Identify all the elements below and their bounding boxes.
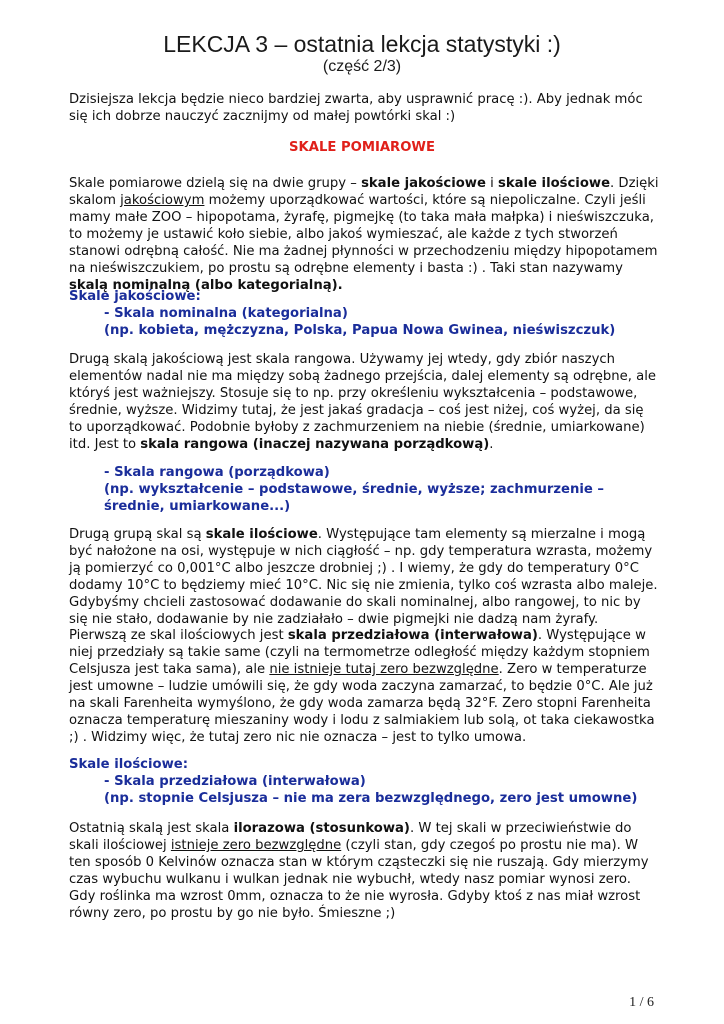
paragraph-5 <box>69 820 659 922</box>
page-title: LEKCJA 3 – ostatnia lekcja statystyki :) <box>163 31 561 57</box>
p1-bold-quantitative: skale ilościowe <box>497 176 611 191</box>
p5-underlined: istnieje zero bezwzględne <box>170 838 342 853</box>
section-heading: SKALE POMIAROWE <box>289 140 435 155</box>
page-number: 1 / 6 <box>629 995 654 1010</box>
quantitative-item-interval: - Skala przedziałowa (interwałowa) <box>104 774 366 789</box>
paragraph-1 <box>69 175 659 294</box>
p1-text-e: możemy uporządkować wartości, które są niepoliczalne. Czyli jeśli mamy małe ZOO – hipopotama, żyrafę, pigmejkę (to taka mała małpka) i nieświszczuka, to możemy je ustawić koło siebie, albo jakoś wymieszać, ale każde z tych stworzeń stanowi odrębną całość. Nie ma żadnej płynności w przechodzeniu między hipopotamem na nieświszczukiem, po prostu są odrębne elementy i basta :) . Taki stan nazywamy <box>69 193 658 276</box>
p1-bold-nominal: skalą nominalną (albo kategorialną). <box>69 278 343 293</box>
quantitative-item-interval-example: (np. stopnie Celsjusza – nie ma zera bezwzględnego, zero jest umowne) <box>104 791 638 806</box>
qualitative-item-rank-example: (np. wykształcenie – podstawowe, średnie, wyższe; zachmurzenie – średnie, umiarkowane...) <box>104 482 605 514</box>
p4-text-c: . Występujące w niej przedziały są takie same (czyli na termometrze odległość między każdym stopniem Celsjusza jest taka sama), ale <box>69 628 650 677</box>
p1-text-c: i <box>485 176 498 191</box>
p1-text-d: . Dzięki skalom <box>69 176 659 208</box>
page-subtitle: (część 2/3) <box>322 58 402 75</box>
p5-text-d: (czyli stan, gdy czegoś po prostu nie ma). W ten sposób 0 Kelvinów oznacza stan w którym cząsteczki się nie ruszają. Gdy mierzymy czas wybuchu wulkanu i wulkan jednak nie wybuchł, wtedy nasz pomiar wynosi zero. Gdy roślinka ma wzrost 0mm, oznacza to że nie wyrosła. Gdyby ktoś z nas miał wzrost równy zero, po prostu by go nie było. Śmieszne ;) <box>69 838 649 921</box>
paragraph-2 <box>69 351 659 453</box>
p5-text-a: Ostatnią skalą jest skala <box>69 821 234 836</box>
qualitative-heading: Skale jakościowe: <box>69 289 201 304</box>
qualitative-list-2 <box>69 464 659 515</box>
quantitative-list <box>69 756 659 807</box>
qualitative-item-rank: - Skala rangowa (porządkowa) <box>104 465 330 480</box>
intro-paragraph: Dzisiejsza lekcja będzie nieco bardziej zwarta, aby usprawnić pracę :). Aby jednak móc się ich dobrze nauczyć zacznijmy od małej powtórki skal :) <box>69 92 643 124</box>
p5-text-c: . W tej skali w przeciwieństwie do skali ilościowej <box>69 821 632 853</box>
p5-bold-ratio: ilorazowa (stosunkowa) <box>233 821 410 836</box>
p2-text-a: Drugą skalą jakościową jest skala rangowa. Używamy jej wtedy, gdy zbiór naszych elementów nadal nie ma między sobą żadnego przejścia, dalej elementy są odrębne, ale któryś jest ważniejszy. Stosuje się to np. przy określeniu wykształcenia – podstawowe, średnie, wyższe. Widzimy tutaj, że jest jakaś gradacja – coś jest niżej, coś wyżej, da się to uporządkować. Podobnie byłoby z zachmurzeniem na niebie (średnie, umiarkowane) itd. Jest to <box>69 352 656 452</box>
p4-bold-interval: skala przedziałowa (interwałowa) <box>287 628 538 643</box>
quantitative-heading: Skale ilościowe: <box>69 757 188 772</box>
p3-text-a: Drugą grupą skal są <box>69 527 206 542</box>
p1-text-a: Skale pomiarowe dzielą się na dwie grupy – <box>69 176 362 191</box>
qualitative-item-nominal: - Skala nominalna (kategorialna) <box>104 306 348 321</box>
paragraph-4 <box>69 627 659 746</box>
paragraph-3 <box>69 526 659 628</box>
p2-bold-rank: skala rangowa (inaczej nazywana porządkową) <box>140 437 490 452</box>
qualitative-list <box>69 288 659 339</box>
p3-text-c: . Występujące tam elementy są mierzalne i mogą być nałożone na osi, występuje w nich ciągłość – np. gdy temperatura wzrasta, możemy ją pomierzyć co 0,001°C albo jeszcze drobniej ;) . I wiemy, że gdy do temperatury 0°C dodamy 10°C to będziemy mieć 10°C. Nic się nie zmienia, tylko coś wzrasta albo maleje. Gdybyśmy chcieli zastosować dodawanie do skali nominalnej, albo rangowej, to nic by się nie stało, dodawanie by nie zadziałało – dwie pigmejki nie dadzą nam żyrafy. <box>69 527 658 627</box>
qualitative-item-nominal-example: (np. kobieta, mężczyzna, Polska, Papua Nowa Gwinea, nieświszczuk) <box>104 323 616 338</box>
p4-underlined: nie istnieje tutaj zero bezwzględne <box>269 662 499 677</box>
p4-text-d: . Zero w temperaturze jest umowne – ludzie umówili się, że gdy woda zaczyna zamarzać, to będzie 0°C. Ale już na skali Farenheita wymyślono, że gdy woda zamarza będą 32°F. Zero stopni Farenheita oznacza temperaturę mieszaniny wody i lodu z salmiakiem lub solą, ot taka ciekawostka ;) . Widzimy więc, że tutaj zero nic nie oznacza – jest to tylko umowa. <box>69 662 655 745</box>
p2-text-c: . <box>489 437 494 452</box>
p1-bold-qualitative: skale jakościowe <box>361 176 486 191</box>
p1-underlined: jakościowym <box>120 193 205 208</box>
p4-text-a: Pierwszą ze skal ilościowych jest <box>69 628 288 643</box>
p3-bold-quantitative: skale ilościowe <box>205 527 318 542</box>
